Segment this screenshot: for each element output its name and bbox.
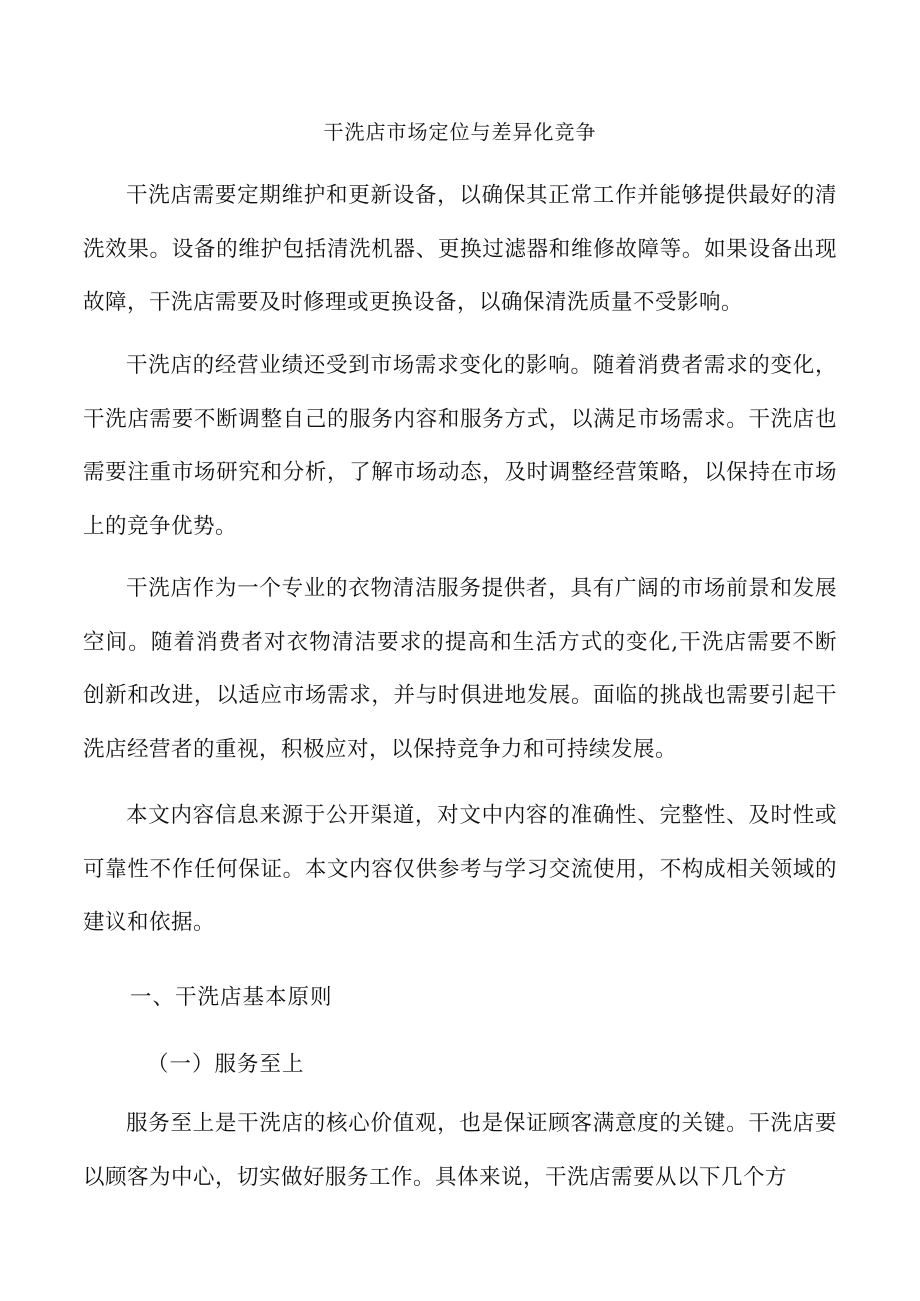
paragraph-market-demand: 干洗店的经营业绩还受到市场需求变化的影响。随着消费者需求的变化，干洗店需要不断调整自己的服务内容和服务方式，以满足市场需求。干洗店也需要注重市场研究和分析，了解市场动态，及时调整经营策略，以保持在市场上的竞争优势。 (83, 353, 837, 539)
document-title: 干洗店市场定位与差异化竞争 (323, 120, 597, 144)
section-heading: 一、干洗店基本原则 (130, 985, 333, 1010)
paragraph-disclaimer: 本文内容信息来源于公开渠道，对文中内容的准确性、完整性、及时性或可靠性不作任何保证。本文内容仅供参考与学习交流使用，不构成相关领域的建议和依据。 (83, 803, 837, 935)
subsection-heading: （一）服务至上 (147, 1052, 305, 1077)
paragraph-service-first: 服务至上是干洗店的核心价值观，也是保证顾客满意度的关键。干洗店要以顾客为中心，切实做好服务工作。具体来说，干洗店需要从以下几个方 (83, 1111, 837, 1190)
paragraph-market-prospects: 干洗店作为一个专业的衣物清洁服务提供者，具有广阔的市场前景和发展空间。随着消费者对衣物清洁要求的提高和生活方式的变化,干洗店需要不断创新和改进，以适应市场需求，并与时俱进地发展。面临的挑战也需要引起干洗店经营者的重视，积极应对，以保持竞争力和可持续发展。 (83, 576, 837, 762)
paragraph-equipment-maintenance: 干洗店需要定期维护和更新设备，以确保其正常工作并能够提供最好的清洗效果。设备的维护包括清洗机器、更换过滤器和维修故障等。如果设备出现故障，干洗店需要及时修理或更换设备，以确保清洗质量不受影响。 (83, 183, 837, 315)
